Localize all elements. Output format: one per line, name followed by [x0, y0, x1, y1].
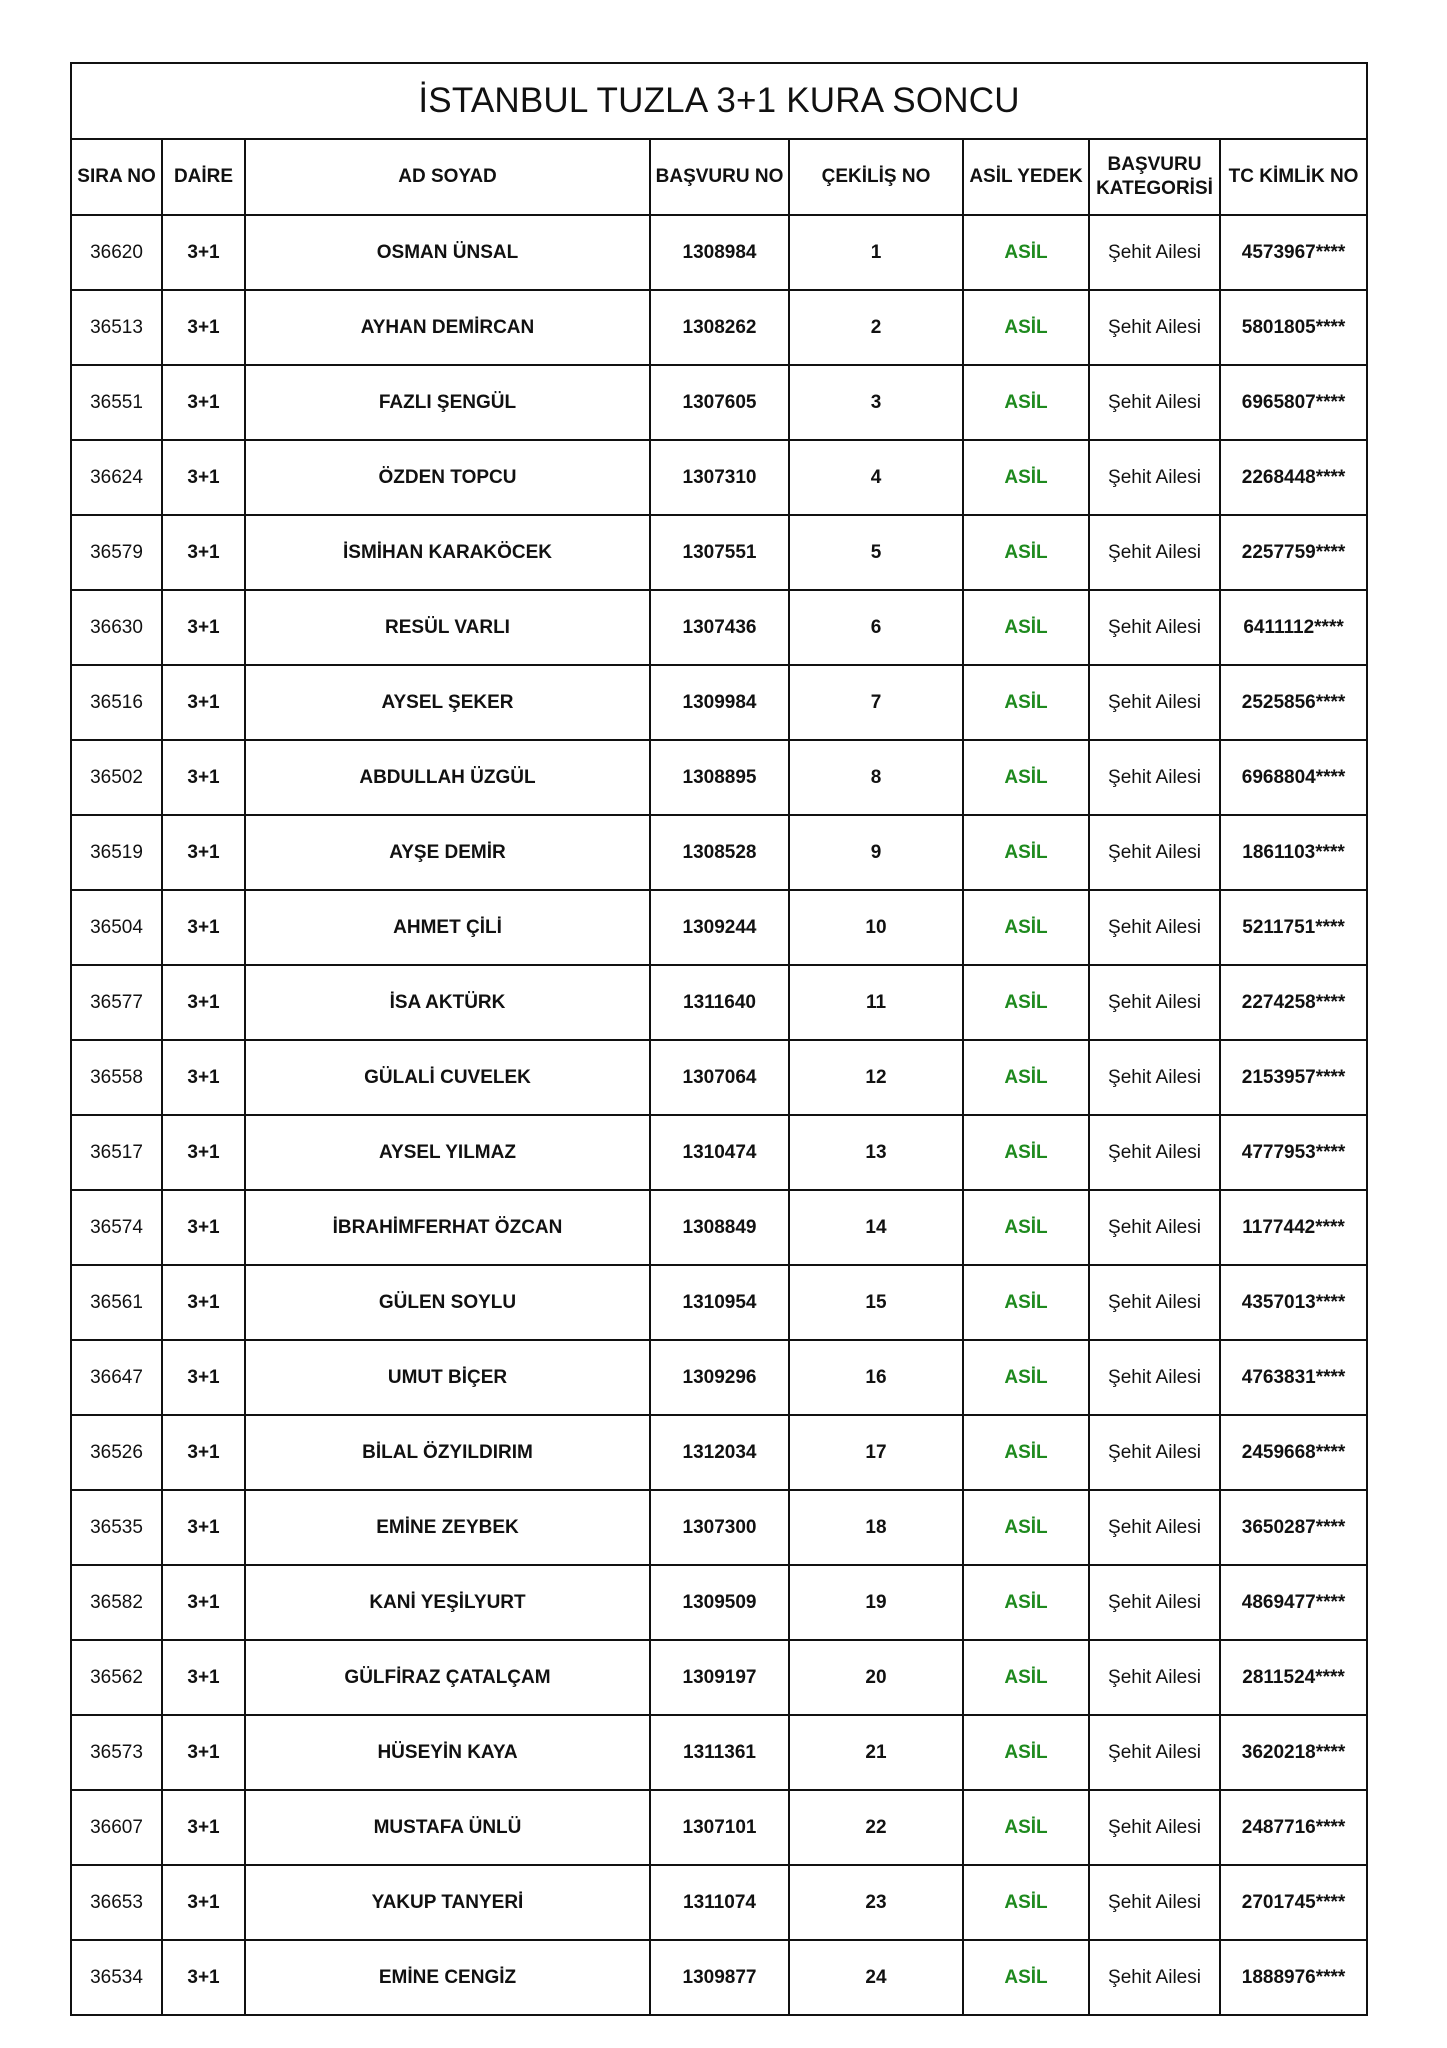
kategori-cell: Şehit Ailesi — [1089, 1865, 1220, 1940]
table-row — [71, 215, 1367, 290]
table-row — [71, 1865, 1367, 1940]
daire-cell: 3+1 — [162, 965, 245, 1040]
tc-kimlik-cell: 4573967**** — [1220, 215, 1367, 290]
table-row — [71, 1265, 1367, 1340]
sira-no-cell: 36551 — [71, 365, 162, 440]
name-cell: OSMAN ÜNSAL — [245, 215, 650, 290]
tc-kimlik-cell: 1888976**** — [1220, 1940, 1367, 2015]
basvuru-no-cell: 1307605 — [650, 365, 789, 440]
kategori-cell: Şehit Ailesi — [1089, 1040, 1220, 1115]
header-cekilis-no: ÇEKİLİŞ NO — [789, 139, 963, 215]
kategori-cell: Şehit Ailesi — [1089, 815, 1220, 890]
basvuru-no-cell: 1308895 — [650, 740, 789, 815]
daire-cell: 3+1 — [162, 740, 245, 815]
status: ASİL — [963, 1415, 1089, 1490]
basvuru-no-cell: 1309509 — [650, 1565, 789, 1640]
sira-no-cell: 36607 — [71, 1790, 162, 1865]
cekilis-no-cell: 18 — [789, 1490, 963, 1565]
tc-kimlik-cell: 4763831**** — [1220, 1340, 1367, 1415]
status: ASİL — [963, 1190, 1089, 1265]
status: ASİL — [963, 440, 1089, 515]
daire-cell: 3+1 — [162, 440, 245, 515]
table-row — [71, 1115, 1367, 1190]
basvuru-no-cell: 1311074 — [650, 1865, 789, 1940]
sira-no-cell: 36535 — [71, 1490, 162, 1565]
cekilis-no-cell: 24 — [789, 1940, 963, 2015]
cekilis-no-cell: 13 — [789, 1115, 963, 1190]
cekilis-no-cell: 6 — [789, 590, 963, 665]
table-row — [71, 1640, 1367, 1715]
status: ASİL — [963, 590, 1089, 665]
basvuru-no-cell: 1309296 — [650, 1340, 789, 1415]
daire-cell: 3+1 — [162, 1640, 245, 1715]
sira-no-cell: 36561 — [71, 1265, 162, 1340]
kategori-cell: Şehit Ailesi — [1089, 440, 1220, 515]
tc-kimlik-cell: 2268448**** — [1220, 440, 1367, 515]
table-row — [71, 365, 1367, 440]
status: ASİL — [963, 740, 1089, 815]
daire-cell: 3+1 — [162, 1190, 245, 1265]
cekilis-no-cell: 2 — [789, 290, 963, 365]
name-cell: AYSEL YILMAZ — [245, 1115, 650, 1190]
tc-kimlik-cell: 6968804**** — [1220, 740, 1367, 815]
sira-no-cell: 36582 — [71, 1565, 162, 1640]
header-basvuru-kategorisi-line1: BAŞVURU — [1107, 154, 1202, 176]
kategori-cell: Şehit Ailesi — [1089, 1415, 1220, 1490]
cekilis-no-cell: 11 — [789, 965, 963, 1040]
tc-kimlik-cell: 2487716**** — [1220, 1790, 1367, 1865]
tc-kimlik-cell: 1861103**** — [1220, 815, 1367, 890]
cekilis-no-cell: 9 — [789, 815, 963, 890]
name-cell: ÖZDEN TOPCU — [245, 440, 650, 515]
tc-kimlik-cell: 1177442**** — [1220, 1190, 1367, 1265]
cekilis-no-cell: 5 — [789, 515, 963, 590]
tc-kimlik-cell: 2459668**** — [1220, 1415, 1367, 1490]
kategori-cell: Şehit Ailesi — [1089, 1190, 1220, 1265]
name-cell: HÜSEYİN KAYA — [245, 1715, 650, 1790]
kategori-cell: Şehit Ailesi — [1089, 515, 1220, 590]
cekilis-no-cell: 1 — [789, 215, 963, 290]
table-row — [71, 1040, 1367, 1115]
status: ASİL — [963, 1940, 1089, 2015]
sira-no-cell: 36517 — [71, 1115, 162, 1190]
cekilis-no-cell: 8 — [789, 740, 963, 815]
tc-kimlik-cell: 2274258**** — [1220, 965, 1367, 1040]
table-row — [71, 1190, 1367, 1265]
daire-cell: 3+1 — [162, 1715, 245, 1790]
daire-cell: 3+1 — [162, 1040, 245, 1115]
basvuru-no-cell: 1307310 — [650, 440, 789, 515]
status: ASİL — [963, 1265, 1089, 1340]
basvuru-no-cell: 1307436 — [650, 590, 789, 665]
kategori-cell: Şehit Ailesi — [1089, 590, 1220, 665]
cekilis-no-cell: 10 — [789, 890, 963, 965]
tc-kimlik-cell: 2153957**** — [1220, 1040, 1367, 1115]
tc-kimlik-cell: 5211751**** — [1220, 890, 1367, 965]
kategori-cell: Şehit Ailesi — [1089, 365, 1220, 440]
sira-no-cell: 36504 — [71, 890, 162, 965]
table-row — [71, 590, 1367, 665]
basvuru-no-cell: 1311361 — [650, 1715, 789, 1790]
status: ASİL — [963, 365, 1089, 440]
lottery-result-table — [70, 62, 1368, 2016]
cekilis-no-cell: 16 — [789, 1340, 963, 1415]
table-body — [71, 215, 1367, 2015]
basvuru-no-cell: 1309984 — [650, 665, 789, 740]
basvuru-no-cell: 1308528 — [650, 815, 789, 890]
table-row — [71, 1415, 1367, 1490]
sira-no-cell: 36620 — [71, 215, 162, 290]
tc-kimlik-cell: 5801805**** — [1220, 290, 1367, 365]
name-cell: GÜLEN SOYLU — [245, 1265, 650, 1340]
sira-no-cell: 36502 — [71, 740, 162, 815]
status: ASİL — [963, 1040, 1089, 1115]
daire-cell: 3+1 — [162, 1265, 245, 1340]
table-row — [71, 1490, 1367, 1565]
kategori-cell: Şehit Ailesi — [1089, 740, 1220, 815]
basvuru-no-cell: 1308262 — [650, 290, 789, 365]
tc-kimlik-cell: 3620218**** — [1220, 1715, 1367, 1790]
name-cell: AYŞE DEMİR — [245, 815, 650, 890]
daire-cell: 3+1 — [162, 1415, 245, 1490]
daire-cell: 3+1 — [162, 1115, 245, 1190]
header-basvuru-no: BAŞVURU NO — [650, 139, 789, 215]
daire-cell: 3+1 — [162, 515, 245, 590]
tc-kimlik-cell: 2701745**** — [1220, 1865, 1367, 1940]
sira-no-cell: 36562 — [71, 1640, 162, 1715]
table-row — [71, 1565, 1367, 1640]
table-row — [71, 665, 1367, 740]
kategori-cell: Şehit Ailesi — [1089, 965, 1220, 1040]
daire-cell: 3+1 — [162, 1565, 245, 1640]
header-asil-yedek: ASİL YEDEK — [963, 139, 1089, 215]
kategori-cell: Şehit Ailesi — [1089, 1940, 1220, 2015]
sira-no-cell: 36573 — [71, 1715, 162, 1790]
kategori-cell: Şehit Ailesi — [1089, 1715, 1220, 1790]
header-tc-kimlik-no: TC KİMLİK NO — [1220, 139, 1367, 215]
kategori-cell: Şehit Ailesi — [1089, 890, 1220, 965]
name-cell: BİLAL ÖZYILDIRIM — [245, 1415, 650, 1490]
sira-no-cell: 36630 — [71, 590, 162, 665]
basvuru-no-cell: 1309197 — [650, 1640, 789, 1715]
kategori-cell: Şehit Ailesi — [1089, 1790, 1220, 1865]
kategori-cell: Şehit Ailesi — [1089, 1490, 1220, 1565]
name-cell: RESÜL VARLI — [245, 590, 650, 665]
table-row — [71, 290, 1367, 365]
status: ASİL — [963, 1565, 1089, 1640]
table-row — [71, 965, 1367, 1040]
daire-cell: 3+1 — [162, 1790, 245, 1865]
cekilis-no-cell: 20 — [789, 1640, 963, 1715]
table-row — [71, 1715, 1367, 1790]
status: ASİL — [963, 1340, 1089, 1415]
table-row — [71, 890, 1367, 965]
name-cell: FAZLI ŞENGÜL — [245, 365, 650, 440]
name-cell: İSMİHAN KARAKÖCEK — [245, 515, 650, 590]
name-cell: EMİNE ZEYBEK — [245, 1490, 650, 1565]
status: ASİL — [963, 1640, 1089, 1715]
tc-kimlik-cell: 2811524**** — [1220, 1640, 1367, 1715]
name-cell: MUSTAFA ÜNLÜ — [245, 1790, 650, 1865]
kategori-cell: Şehit Ailesi — [1089, 1265, 1220, 1340]
kategori-cell: Şehit Ailesi — [1089, 290, 1220, 365]
name-cell: YAKUP TANYERİ — [245, 1865, 650, 1940]
sira-no-cell: 36577 — [71, 965, 162, 1040]
name-cell: GÜLALİ CUVELEK — [245, 1040, 650, 1115]
kategori-cell: Şehit Ailesi — [1089, 215, 1220, 290]
basvuru-no-cell: 1308984 — [650, 215, 789, 290]
status: ASİL — [963, 290, 1089, 365]
header-sira-no: SIRA NO — [71, 139, 162, 215]
status: ASİL — [963, 1490, 1089, 1565]
table-row — [71, 740, 1367, 815]
daire-cell: 3+1 — [162, 1865, 245, 1940]
basvuru-no-cell: 1310954 — [650, 1265, 789, 1340]
status: ASİL — [963, 815, 1089, 890]
cekilis-no-cell: 22 — [789, 1790, 963, 1865]
name-cell: AYSEL ŞEKER — [245, 665, 650, 740]
tc-kimlik-cell: 6411112**** — [1220, 590, 1367, 665]
table-row — [71, 1340, 1367, 1415]
cekilis-no-cell: 4 — [789, 440, 963, 515]
name-cell: İBRAHİMFERHAT ÖZCAN — [245, 1190, 650, 1265]
sira-no-cell: 36647 — [71, 1340, 162, 1415]
tc-kimlik-cell: 2525856**** — [1220, 665, 1367, 740]
cekilis-no-cell: 19 — [789, 1565, 963, 1640]
table-row — [71, 815, 1367, 890]
kategori-cell: Şehit Ailesi — [1089, 1640, 1220, 1715]
basvuru-no-cell: 1307300 — [650, 1490, 789, 1565]
sira-no-cell: 36574 — [71, 1190, 162, 1265]
status: ASİL — [963, 215, 1089, 290]
sira-no-cell: 36534 — [71, 1940, 162, 2015]
header-basvuru-kategorisi — [1089, 139, 1220, 215]
sira-no-cell: 36558 — [71, 1040, 162, 1115]
basvuru-no-cell: 1307064 — [650, 1040, 789, 1115]
name-cell: AHMET ÇİLİ — [245, 890, 650, 965]
tc-kimlik-cell: 4357013**** — [1220, 1265, 1367, 1340]
table-row — [71, 1790, 1367, 1865]
sira-no-cell: 36579 — [71, 515, 162, 590]
daire-cell: 3+1 — [162, 590, 245, 665]
daire-cell: 3+1 — [162, 290, 245, 365]
sira-no-cell: 36526 — [71, 1415, 162, 1490]
lottery-result-sheet — [70, 62, 1366, 2016]
kategori-cell: Şehit Ailesi — [1089, 665, 1220, 740]
daire-cell: 3+1 — [162, 1940, 245, 2015]
table-row — [71, 515, 1367, 590]
daire-cell: 3+1 — [162, 815, 245, 890]
basvuru-no-cell: 1312034 — [650, 1415, 789, 1490]
tc-kimlik-cell: 4777953**** — [1220, 1115, 1367, 1190]
cekilis-no-cell: 23 — [789, 1865, 963, 1940]
tc-kimlik-cell: 4869477**** — [1220, 1565, 1367, 1640]
sira-no-cell: 36516 — [71, 665, 162, 740]
name-cell: KANİ YEŞİLYURT — [245, 1565, 650, 1640]
tc-kimlik-cell: 2257759**** — [1220, 515, 1367, 590]
status: ASİL — [963, 1115, 1089, 1190]
table-header-row — [71, 139, 1367, 215]
name-cell: İSA AKTÜRK — [245, 965, 650, 1040]
status: ASİL — [963, 890, 1089, 965]
status: ASİL — [963, 965, 1089, 1040]
cekilis-no-cell: 3 — [789, 365, 963, 440]
name-cell: ABDULLAH ÜZGÜL — [245, 740, 650, 815]
daire-cell: 3+1 — [162, 215, 245, 290]
tc-kimlik-cell: 6965807**** — [1220, 365, 1367, 440]
header-basvuru-kategorisi-line2: KATEGORİSİ — [1096, 178, 1213, 199]
basvuru-no-cell: 1309244 — [650, 890, 789, 965]
cekilis-no-cell: 21 — [789, 1715, 963, 1790]
status: ASİL — [963, 665, 1089, 740]
status: ASİL — [963, 515, 1089, 590]
table-row — [71, 440, 1367, 515]
basvuru-no-cell: 1311640 — [650, 965, 789, 1040]
cekilis-no-cell: 14 — [789, 1190, 963, 1265]
kategori-cell: Şehit Ailesi — [1089, 1115, 1220, 1190]
cekilis-no-cell: 12 — [789, 1040, 963, 1115]
cekilis-no-cell: 15 — [789, 1265, 963, 1340]
daire-cell: 3+1 — [162, 665, 245, 740]
document-title: İSTANBUL TUZLA 3+1 KURA SONCU — [71, 63, 1367, 139]
kategori-cell: Şehit Ailesi — [1089, 1565, 1220, 1640]
status: ASİL — [963, 1865, 1089, 1940]
daire-cell: 3+1 — [162, 1490, 245, 1565]
tc-kimlik-cell: 3650287**** — [1220, 1490, 1367, 1565]
basvuru-no-cell: 1307551 — [650, 515, 789, 590]
status: ASİL — [963, 1715, 1089, 1790]
table-row — [71, 1940, 1367, 2015]
daire-cell: 3+1 — [162, 365, 245, 440]
header-ad-soyad: AD SOYAD — [245, 139, 650, 215]
basvuru-no-cell: 1310474 — [650, 1115, 789, 1190]
sira-no-cell: 36653 — [71, 1865, 162, 1940]
sira-no-cell: 36624 — [71, 440, 162, 515]
name-cell: GÜLFİRAZ ÇATALÇAM — [245, 1640, 650, 1715]
status: ASİL — [963, 1790, 1089, 1865]
name-cell: EMİNE CENGİZ — [245, 1940, 650, 2015]
daire-cell: 3+1 — [162, 1340, 245, 1415]
cekilis-no-cell: 7 — [789, 665, 963, 740]
name-cell: UMUT BİÇER — [245, 1340, 650, 1415]
name-cell: AYHAN DEMİRCAN — [245, 290, 650, 365]
basvuru-no-cell: 1307101 — [650, 1790, 789, 1865]
cekilis-no-cell: 17 — [789, 1415, 963, 1490]
daire-cell: 3+1 — [162, 890, 245, 965]
kategori-cell: Şehit Ailesi — [1089, 1340, 1220, 1415]
basvuru-no-cell: 1308849 — [650, 1190, 789, 1265]
sira-no-cell: 36519 — [71, 815, 162, 890]
header-daire: DAİRE — [162, 139, 245, 215]
basvuru-no-cell: 1309877 — [650, 1940, 789, 2015]
sira-no-cell: 36513 — [71, 290, 162, 365]
